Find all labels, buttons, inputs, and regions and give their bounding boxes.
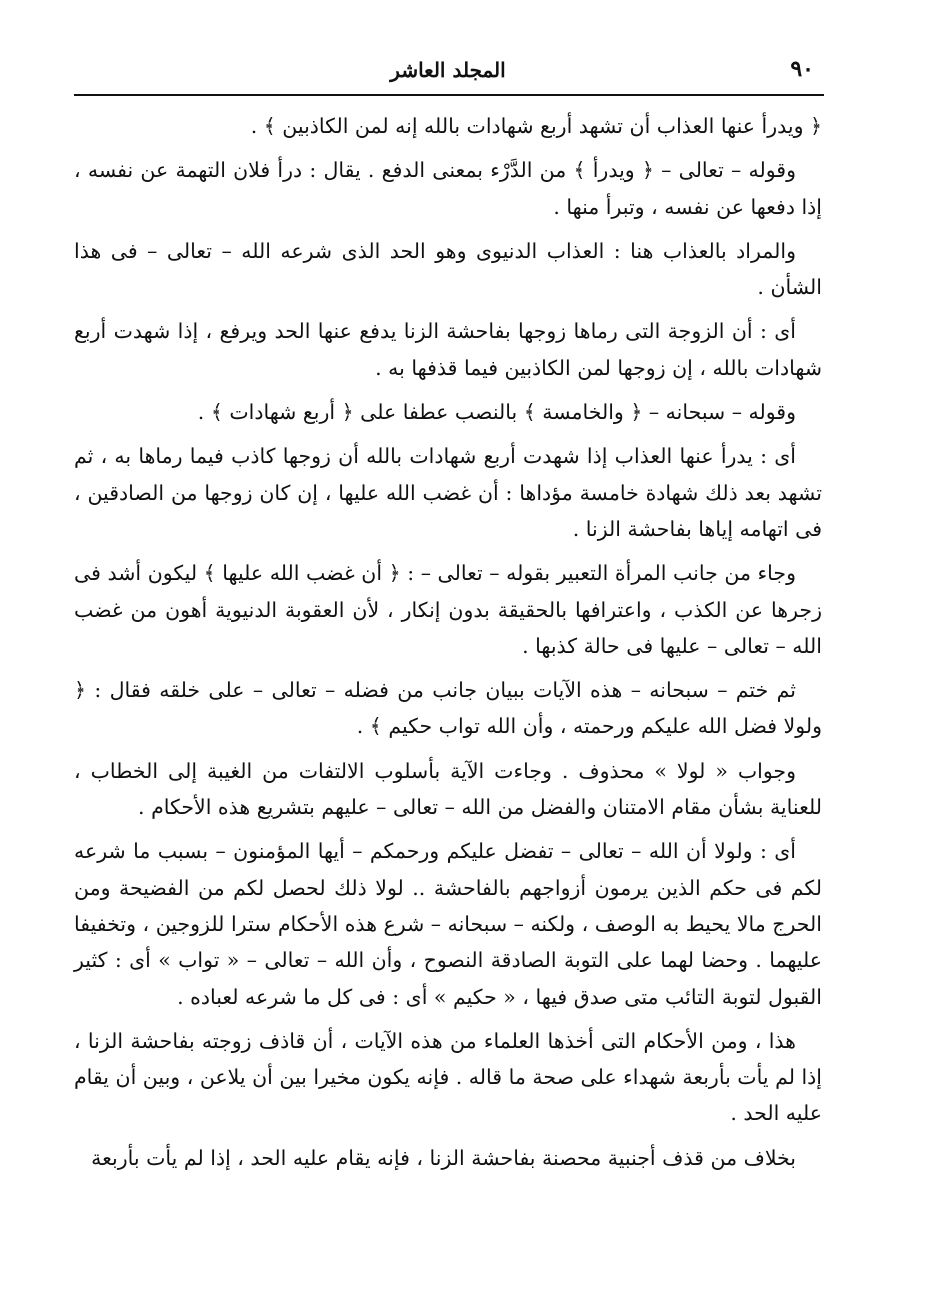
paragraph: ﴿ ويدرأ عنها العذاب أن تشهد أربع شهادات بالله إنه لمن الكاذبين ﴾ .	[250, 114, 822, 138]
paragraph: ثم ختم – سبحانه – هذه الآيات ببيان جانب من فضله – تعالى – على خلقه فقال : ﴿ ولولا فضل الله عليكم ورحمته ، وأن الله تواب حكيم ﴾ .	[74, 678, 822, 739]
page-number: ٩٠	[790, 56, 814, 82]
paragraph: وجواب « لولا » محذوف . وجاءت الآية بأسلوب الالتفات من الغيبة إلى الخطاب ، للعناية بشأن مقام الامتنان والفضل من الله – تعالى – عليهم بتشريع هذه الأحكام .	[74, 758, 822, 820]
paragraph: بخلاف من قذف أجنبية محصنة بفاحشة الزنا ، فإنه يقام عليه الحد ، إذا لم يأت بأربعة	[91, 1145, 796, 1170]
paragraph: أى : أن الزوجة التى رماها زوجها بفاحشة الزنا يدفع عنها الحد ويرفع ، إذا شهدت أربع شهادات بالله ، إن زوجها لمن الكاذبين فيما قذفها به .	[74, 319, 822, 380]
body-text	[74, 108, 822, 1184]
paragraph: والمراد بالعذاب هنا : العذاب الدنيوى وهو الحد الذى شرعه الله – تعالى – فى هذا الشأن .	[74, 238, 822, 300]
header-divider	[74, 94, 824, 96]
paragraph: وقوله – تعالى – ﴿ ويدرأ ﴾ من الدَّرْء بمعنى الدفع . يقال : درأ فلان التهمة عن نفسه ، إذا دفعها عن نفسه ، وتبرأ منها .	[74, 158, 822, 219]
running-title: المجلد العاشر	[390, 58, 506, 82]
paragraph: أى : يدرأ عنها العذاب إذا شهدت أربع شهادات بالله أن زوجها كاذب فيما رماها به ، ثم تشهد بعد ذلك شهادة خامسة مؤداها : أن غضب الله عليها ، إن كان زوجها من الصادقين ، فى اتهامه إياها بفاحشة الزنا .	[74, 444, 822, 541]
page-header	[74, 52, 822, 92]
paragraph: وجاء من جانب المرأة التعبير بقوله – تعالى – : ﴿ أن غضب الله عليها ﴾ ليكون أشد فى زجرها عن الكذب ، واعترافها بالحقيقة بدون إنكار ، لأن العقوبة الدنيوية أهون من غضب الله – تعالى – عليها فى حالة كذبها .	[74, 561, 822, 658]
paragraph: وقوله – سبحانه – ﴿ والخامسة ﴾ بالنصب عطفا على ﴿ أربع شهادات ﴾ .	[197, 400, 796, 425]
paragraph: هذا ، ومن الأحكام التى أخذها العلماء من هذه الآيات ، أن قاذف زوجته بفاحشة الزنا ، إذا لم يأت بأربعة شهداء على صحة ما قاله . فإنه يكون مخيرا بين أن يلاعن ، وبين أن يقام عليه الحد .	[73, 1028, 822, 1126]
paragraph: أى : ولولا أن الله – تعالى – تفضل عليكم ورحمكم – أيها المؤمنون – بسبب ما شرعه لكم فى حكم الذين يرمون أزواجهم بالفاحشة .. لولا ذلك لحصل لكم من الفضيحة ومن الحرج مالا يحيط به الوصف ، ولكنه – سبحانه – شرع هذه الأحكام سترا للزوجين ، وتخفيفا عليهما . وحضا لهما على التوبة الصادقة النصوح ، وأن الله – تعالى – « تواب » أى : كثير القبول لتوبة التائب متى صدق فيها ، « حكيم » أى : فى كل ما شرعه لعباده .	[74, 839, 822, 1009]
